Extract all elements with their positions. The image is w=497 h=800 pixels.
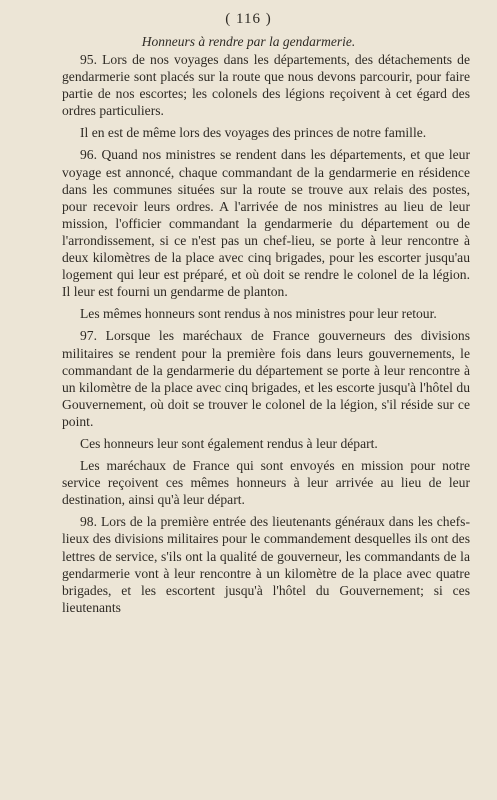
paragraph-depart: Ces honneurs leur sont également rendus à leur départ.: [80, 435, 378, 451]
paragraph-princes: Il en est de même lors des voyages des princes de notre famille.: [80, 125, 427, 141]
paragraph-97: 97. Lorsque les maréchaux de France gouverneurs des divisions militaires se rendent pour la première fois dans leurs gouvernements, le commandant de la gendarmerie du département se porte à leur rencontre à un kilomètre de la place avec cinq brigades, et les escorte jusqu'à l'hôtel du Gouvernement, où doit se trouver le colonel de la légion, s'il réside sur ce point.: [62, 328, 470, 429]
paragraph-98: 98. Lors de la première entrée des lieutenants généraux dans les chefs-lieux des divisions militaires pour le commandement desquelles ils ont des lettres de service, s'ils ont la qualité de gouverneur, les commandants de la gendarmerie vont à leur rencontre à un kilomètre de la place avec quatre brigades, et les escortent jusqu'à l'hôtel du Gouvernement; si ces lieutenants: [62, 514, 470, 615]
body-text: [62, 51, 470, 621]
section-title: Honneurs à rendre par la gendarmerie.: [141, 34, 356, 49]
paragraph-marechaux-mission: Les maréchaux de France qui sont envoyés en mission pour notre service reçoivent ces mêmes honneurs à leur arrivée au lieu de leur destination, ainsi qu'à leur départ.: [62, 458, 470, 508]
page-number: ( 116 ): [225, 11, 272, 27]
paragraph-95: 95. Lors de nos voyages dans les départements, des détachements de gendarmerie sont placés sur la route que nous devons parcourir, pour faire partie de nos escortes; les colonels des légions reçoivent à cet égard des ordres particuliers.: [62, 52, 470, 119]
paragraph-96: 96. Quand nos ministres se rendent dans les départements, et que leur voyage est annoncé, chaque commandant de la gendarmerie en résidence dans les communes situées sur la route se trouve aux relais des postes, pour recevoir leurs ordres. A l'arrivée de nos ministres au lieu de leur mission, l'officier commandant la gendarmerie du département ou de l'arrondissement, si ce n'est pas un chef-lieu, se porte à leur rencontre à deux kilomètres de la place avec cinq brigades, pour les escorter jusqu'au logement qui leur est préparé, et où doit se rendre le colonel de la légion. Il leur est fourni un gendarme de planton.: [62, 147, 470, 300]
paragraph-ministres-retour: Les mêmes honneurs sont rendus à nos ministres pour leur retour.: [80, 306, 437, 322]
